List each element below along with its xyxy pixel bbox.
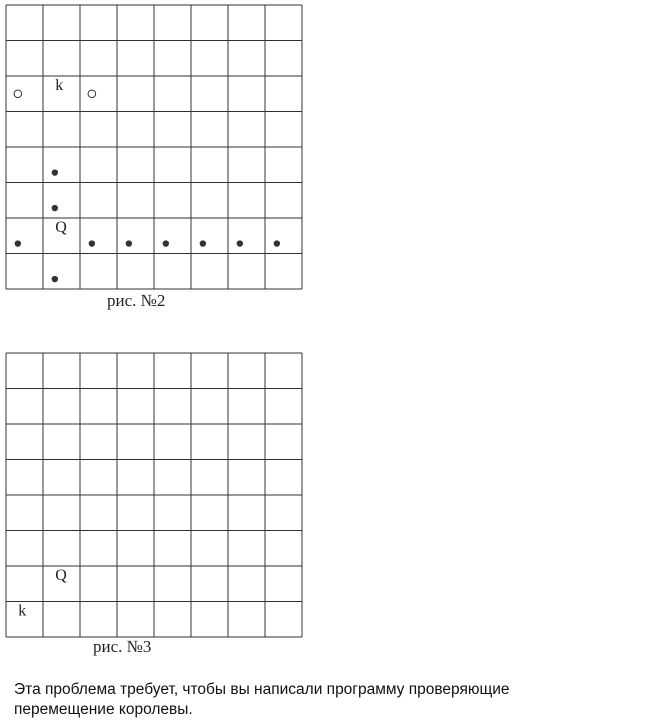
attack-dot-mark [52,205,58,211]
figure-2-caption: рис. №2 [107,291,166,310]
attack-dot-mark [52,276,58,282]
chessboard-figure-2 [6,5,302,289]
attack-dot-mark [274,240,280,246]
queen-piece: Q [55,219,67,236]
attack-dot-mark [89,240,95,246]
chessboard-figure-3 [6,353,302,637]
king-piece: k [18,602,27,620]
attack-dot-mark [200,240,206,246]
attack-dot-mark [52,169,58,175]
king-piece: k [55,77,64,94]
problem-description-line-2: перемещение королевы. [14,701,193,718]
attack-dot-mark [237,240,243,246]
figure-3-caption: рис. №3 [93,637,152,656]
open-circle-mark [14,90,22,98]
open-circle-mark [88,90,96,98]
attack-dot-mark [126,240,132,246]
attack-dot-mark [163,240,169,246]
queen-piece: Q [55,567,67,584]
problem-description [14,680,634,720]
attack-dot-mark [15,240,21,246]
problem-description-line-1: Эта проблема требует, чтобы вы написали программу проверяющие [14,681,510,698]
